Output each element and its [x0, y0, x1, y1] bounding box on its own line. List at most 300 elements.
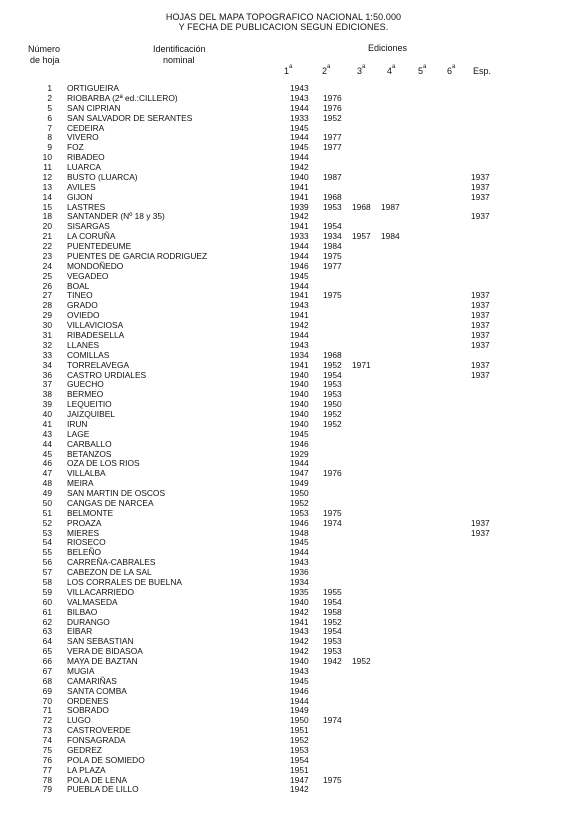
- edition-year: 1943: [290, 83, 309, 93]
- table-row: [0, 104, 567, 113]
- header-identificacion: Identificación: [153, 44, 206, 54]
- edition-5-header: 5$^a$: [418, 64, 427, 76]
- sheet-name: SAN SALVADOR DE SERANTES: [67, 112, 193, 123]
- edition-1-header: 1$^a$: [284, 64, 293, 76]
- edition-year: 1940: [290, 389, 309, 400]
- table-row: [0, 568, 567, 577]
- especial-edition-year: 1937: [471, 211, 490, 222]
- edition-year: 1940: [290, 369, 309, 380]
- sheet-number: 78: [42, 774, 52, 785]
- sheet-number: 66: [42, 656, 52, 667]
- table-row: [0, 380, 567, 389]
- sheet-name: LEQUEITIO: [67, 399, 112, 410]
- edition-year: 1984: [323, 241, 342, 252]
- sheet-name: SAN SEBASTIAN: [67, 636, 134, 647]
- sheet-name: RIBADEO: [67, 152, 105, 163]
- edition-year: 1950: [323, 399, 342, 410]
- table-row: [0, 647, 567, 656]
- table-row: [0, 529, 567, 538]
- sheet-name: MONDOÑEDO: [67, 260, 124, 271]
- edition-year: 1984: [381, 231, 400, 242]
- sheet-name: LA CORUÑA: [67, 231, 116, 242]
- edition-year: 1941: [290, 221, 309, 232]
- header-de-hoja: de hoja: [30, 55, 60, 65]
- sheet-number: 28: [42, 300, 52, 311]
- sheet-name: POLA DE SOMIEDO: [67, 754, 145, 765]
- sheet-name: CABEZON DE LA SAL: [67, 567, 152, 578]
- table-row: [0, 785, 567, 794]
- edition-year: 1943: [290, 300, 309, 311]
- sheet-name: CASTRO URDIALES: [67, 369, 147, 380]
- sheet-name: VILLAVICIOSA: [67, 320, 124, 331]
- edition-year: 1941: [290, 191, 309, 202]
- sheet-number: 58: [42, 577, 52, 587]
- edition-year: 1942: [290, 636, 309, 647]
- sheet-name: BUSTO (LUARCA): [67, 171, 138, 182]
- especial-edition-year: 1937: [471, 369, 490, 380]
- sheet-name: VEGADEO: [67, 270, 109, 281]
- table-row: [0, 133, 567, 142]
- sheet-number: 72: [42, 715, 52, 726]
- sheet-name: GIJON: [67, 191, 93, 202]
- sheet-number: 34: [42, 359, 52, 370]
- table-row: [0, 183, 567, 192]
- sheet-number: 6: [47, 112, 52, 123]
- edition-year: 1943: [290, 92, 309, 103]
- edition-year: 1953: [323, 636, 342, 647]
- sheet-name: CASTROVERDE: [67, 725, 131, 736]
- table-row: [0, 153, 567, 162]
- edition-year: 1946: [290, 260, 309, 271]
- sheet-name: MEIRA: [67, 478, 94, 489]
- sheet-name: TORRELAVEGA: [67, 359, 130, 370]
- sheet-number: 37: [42, 379, 52, 390]
- edition-year: 1971: [352, 359, 371, 370]
- sheet-number: 65: [42, 646, 52, 657]
- table-row: [0, 232, 567, 241]
- table-row: [0, 282, 567, 291]
- sheet-name: POLA DE LENA: [67, 774, 128, 785]
- table-row: [0, 489, 567, 498]
- sheet-number: 10: [42, 152, 52, 163]
- edition-year: 1947: [290, 774, 309, 785]
- sheet-number: 9: [47, 142, 52, 153]
- edition-year: 1941: [290, 616, 309, 627]
- sheet-number: 12: [42, 171, 52, 182]
- edition-year: 1952: [290, 497, 309, 508]
- edition-4-header: 4$^a$: [387, 64, 396, 76]
- table-row: [0, 212, 567, 221]
- sheet-number: 46: [42, 458, 52, 469]
- sheet-name: VALMASEDA: [67, 596, 118, 607]
- sheet-number: 56: [42, 557, 52, 568]
- header-numero: Número: [28, 44, 61, 54]
- edition-year: 1944: [290, 458, 309, 469]
- sheet-name: BELEÑO: [67, 547, 101, 558]
- sheet-number: 38: [42, 389, 52, 400]
- edition-year: 1954: [290, 754, 309, 765]
- table-row: [0, 657, 567, 666]
- table-row: [0, 371, 567, 380]
- table-row: [0, 776, 567, 785]
- table-row: [0, 677, 567, 686]
- sheet-name: BELMONTE: [67, 507, 114, 518]
- sheet-number: 43: [42, 428, 52, 439]
- edition-year: 1943: [290, 557, 309, 568]
- sheet-name: BOAL: [67, 280, 90, 291]
- sheet-name: COMILLAS: [67, 349, 110, 360]
- sheet-number: 39: [42, 399, 52, 410]
- edition-year: 1952: [352, 656, 371, 667]
- edition-year: 1968: [352, 201, 371, 212]
- sheet-number: 5: [47, 102, 52, 113]
- sheet-name: VERA DE BIDASOA: [67, 646, 143, 657]
- table-row: [0, 598, 567, 607]
- sheet-number: 55: [42, 547, 52, 558]
- sheet-name: SAN MARTIN DE OSCOS: [67, 488, 166, 499]
- sheet-number: 20: [42, 221, 52, 232]
- especial-edition-year: 1937: [471, 330, 490, 340]
- sheet-name: JAIZQUIBEL: [67, 409, 115, 420]
- edition-year: 1953: [323, 389, 342, 400]
- edition-year: 1952: [323, 359, 342, 370]
- table-row: [0, 627, 567, 636]
- table-row: [0, 291, 567, 300]
- table-row: [0, 94, 567, 103]
- sheet-name: SAN CIPRIAN: [67, 102, 121, 113]
- edition-year: 1953: [290, 744, 309, 755]
- table-row: [0, 272, 567, 281]
- sheet-number: 24: [42, 260, 52, 271]
- table-row: [0, 746, 567, 755]
- sheet-name: CARREÑA-CABRALES: [67, 557, 156, 568]
- edition-year: 1944: [290, 152, 309, 163]
- document-title: HOJAS DEL MAPA TOPOGRAFICO NACIONAL 1:50.000: [165, 12, 402, 22]
- edition-6-header: 6$^a$: [447, 64, 456, 76]
- edition-year: 1933: [290, 231, 309, 242]
- table-row: [0, 766, 567, 775]
- edition-year: 1951: [290, 725, 309, 736]
- sheet-number: 23: [42, 250, 52, 261]
- sheet-number: 71: [42, 705, 52, 716]
- table-row: [0, 667, 567, 676]
- sheet-number: 54: [42, 537, 52, 548]
- sheet-name: GUECHO: [67, 379, 104, 390]
- sheet-name: CAMARIÑAS: [67, 675, 117, 686]
- edition-year: 1987: [381, 201, 400, 212]
- edition-year: 1953: [290, 507, 309, 518]
- table-row: [0, 756, 567, 765]
- edition-year: 1952: [323, 112, 342, 123]
- edition-year: 1952: [323, 409, 342, 420]
- sheet-name: VILLALBA: [67, 468, 106, 479]
- especial-edition-year: 1937: [471, 181, 490, 192]
- edition-year: 1968: [323, 349, 342, 360]
- sheet-name: RIBADESELLA: [67, 330, 125, 340]
- edition-year: 1954: [323, 221, 342, 232]
- table-row: [0, 697, 567, 706]
- table-row: [0, 114, 567, 123]
- edition-year: 1944: [290, 250, 309, 261]
- especial-edition-year: 1937: [471, 171, 490, 182]
- edition-year: 1974: [323, 715, 342, 726]
- especial-edition-year: 1937: [471, 300, 490, 311]
- sheet-name: VILLACARRIEDO: [67, 586, 135, 597]
- table-row: [0, 499, 567, 508]
- edition-year: 1944: [290, 102, 309, 113]
- table-row: [0, 351, 567, 360]
- edition-year: 1934: [290, 577, 309, 587]
- table-row: [0, 618, 567, 627]
- edition-year: 1944: [290, 132, 309, 143]
- sheet-name: BETANZOS: [67, 448, 112, 459]
- edition-year: 1941: [290, 310, 309, 321]
- edition-year: 1933: [290, 112, 309, 123]
- edition-year: 1975: [323, 507, 342, 518]
- sheet-number: 14: [42, 191, 52, 202]
- edition-year: 1947: [290, 468, 309, 479]
- edition-year: 1953: [323, 646, 342, 657]
- sheet-number: 30: [42, 320, 52, 331]
- sheet-number: 7: [47, 122, 52, 133]
- especial-edition-year: 1937: [471, 527, 490, 538]
- edition-year: 1942: [290, 646, 309, 657]
- sheet-number: 64: [42, 636, 52, 647]
- sheet-number: 22: [42, 241, 52, 252]
- sheet-number: 45: [42, 448, 52, 459]
- table-row: [0, 608, 567, 617]
- sheet-name: PUEBLA DE LILLO: [67, 784, 139, 795]
- sheet-name: LASTRES: [67, 201, 106, 212]
- table-row: [0, 637, 567, 646]
- edition-2-header: 2$^a$: [322, 64, 331, 76]
- sheet-name: LLANES: [67, 339, 100, 350]
- sheet-name: CARBALLO: [67, 438, 112, 449]
- edition-year: 1968: [323, 191, 342, 202]
- especial-edition-year: 1937: [471, 517, 490, 528]
- edition-year: 1942: [290, 162, 309, 173]
- edition-year: 1950: [290, 715, 309, 726]
- sheet-number: 53: [42, 527, 52, 538]
- edition-year: 1953: [323, 379, 342, 390]
- edition-year: 1950: [290, 488, 309, 499]
- sheet-number: 13: [42, 181, 52, 192]
- edition-3-header: 3$^a$: [357, 64, 366, 76]
- table-row: [0, 361, 567, 370]
- table-row: [0, 203, 567, 212]
- table-row: [0, 301, 567, 310]
- table-row: [0, 706, 567, 715]
- sheet-number: 26: [42, 280, 52, 291]
- table-row: [0, 311, 567, 320]
- sheet-name: LA PLAZA: [67, 764, 106, 775]
- sheet-name: LAGE: [67, 428, 90, 439]
- table-row: [0, 479, 567, 488]
- edition-year: 1929: [290, 448, 309, 459]
- sheet-number: 52: [42, 517, 52, 528]
- edition-year: 1945: [290, 428, 309, 439]
- sheet-name: PUENTEDEUME: [67, 241, 132, 252]
- edition-year: 1940: [290, 171, 309, 182]
- edition-year: 1976: [323, 468, 342, 479]
- table-row: [0, 538, 567, 547]
- sheet-name: ORTIGUEIRA: [67, 83, 119, 93]
- table-row: [0, 124, 567, 133]
- especial-edition-year: 1937: [471, 339, 490, 350]
- sheet-number: 33: [42, 349, 52, 360]
- edition-year: 1977: [323, 142, 342, 153]
- sheet-number: 40: [42, 409, 52, 420]
- document-subtitle: Y FECHA DE PUBLICACION SEGUN EDICIONES.: [178, 22, 389, 32]
- sheet-name: LOS CORRALES DE BUELNA: [67, 577, 182, 587]
- sheet-number: 27: [42, 290, 52, 301]
- table-row: [0, 687, 567, 696]
- edition-year: 1974: [323, 517, 342, 528]
- table-row: [0, 143, 567, 152]
- table-row: [0, 420, 567, 429]
- sheet-number: 49: [42, 488, 52, 499]
- edition-year: 1942: [290, 784, 309, 795]
- table-row: [0, 509, 567, 518]
- sheet-name: RIOSECO: [67, 537, 106, 548]
- table-row: [0, 736, 567, 745]
- sheet-name: CANGAS DE NARCEA: [67, 497, 154, 508]
- sheet-name: LUARCA: [67, 162, 101, 173]
- sheet-number: 68: [42, 675, 52, 686]
- sheet-name: BERMEO: [67, 389, 104, 400]
- sheet-name: MUGIA: [67, 665, 95, 676]
- especial-edition-header: Esp.: [473, 66, 492, 76]
- especial-edition-year: 1937: [471, 290, 490, 301]
- table-row: [0, 390, 567, 399]
- edition-year: 1976: [323, 102, 342, 113]
- sheet-name: CEDEIRA: [67, 122, 105, 133]
- edition-year: 1958: [323, 606, 342, 617]
- sheet-number: 75: [42, 744, 52, 755]
- table-row: [0, 193, 567, 202]
- edition-year: 1954: [323, 596, 342, 607]
- table-row: [0, 440, 567, 449]
- edition-year: 1944: [290, 330, 309, 340]
- edition-year: 1975: [323, 290, 342, 301]
- table-row: [0, 400, 567, 409]
- sheet-number: 11: [43, 162, 52, 173]
- sheet-name: LUGO: [67, 715, 91, 726]
- sheet-number: 60: [42, 596, 52, 607]
- sheet-number: 36: [42, 369, 52, 380]
- table-row: [0, 321, 567, 330]
- sheet-name: SISARGAS: [67, 221, 110, 232]
- sheet-number: 67: [42, 665, 52, 676]
- sheet-number: 18: [42, 211, 52, 222]
- sheet-name: OVIEDO: [67, 310, 100, 321]
- sheet-number: 15: [42, 201, 52, 212]
- table-row: [0, 519, 567, 528]
- table-row: [0, 430, 567, 439]
- edition-year: 1945: [290, 270, 309, 281]
- sheet-name: ORDENES: [67, 695, 109, 706]
- especial-edition-year: 1937: [471, 310, 490, 321]
- table-row: [0, 84, 567, 93]
- edition-year: 1975: [323, 774, 342, 785]
- table-row: [0, 726, 567, 735]
- sheet-number: 8: [47, 132, 52, 143]
- edition-year: 1946: [290, 517, 309, 528]
- edition-year: 1949: [290, 705, 309, 716]
- sheet-number: 61: [42, 606, 52, 617]
- sheet-name: VIVERO: [67, 132, 99, 143]
- sheet-number: 31: [42, 330, 52, 340]
- sheet-name: EIBAR: [67, 626, 93, 637]
- sheet-number: 41: [42, 418, 52, 429]
- sheet-name: BILBAO: [67, 606, 98, 617]
- table-row: [0, 163, 567, 172]
- table-row: [0, 222, 567, 231]
- edition-year: 1940: [290, 399, 309, 410]
- sheet-name: SANTANDER (Nº 18 y 35): [67, 211, 165, 222]
- table-row: [0, 459, 567, 468]
- edition-year: 1954: [323, 626, 342, 637]
- table-row: [0, 588, 567, 597]
- edition-year: 1977: [323, 132, 342, 143]
- edition-year: 1952: [323, 418, 342, 429]
- edition-year: 1942: [323, 656, 342, 667]
- edition-year: 1953: [323, 201, 342, 212]
- sheet-number: 57: [42, 567, 52, 578]
- sheet-number: 21: [42, 231, 52, 242]
- edition-year: 1940: [290, 409, 309, 420]
- edition-year: 1944: [290, 241, 309, 252]
- sheet-number: 59: [42, 586, 52, 597]
- sheet-number: 74: [42, 735, 52, 746]
- sheet-number: 47: [42, 468, 52, 479]
- sheet-number: 76: [42, 754, 52, 765]
- table-row: [0, 173, 567, 182]
- sheet-number: 79: [42, 784, 52, 795]
- edition-year: 1934: [290, 349, 309, 360]
- table-row: [0, 548, 567, 557]
- table-row: [0, 450, 567, 459]
- table-row: [0, 410, 567, 419]
- edition-year: 1935: [290, 586, 309, 597]
- table-row: [0, 242, 567, 251]
- especial-edition-year: 1937: [471, 359, 490, 370]
- header-ediciones: Ediciones: [368, 43, 408, 53]
- edition-year: 1945: [290, 142, 309, 153]
- edition-year: 1948: [290, 527, 309, 538]
- header-nominal: nominal: [163, 55, 195, 65]
- edition-year: 1934: [323, 231, 342, 242]
- table-row: [0, 558, 567, 567]
- edition-year: 1977: [323, 260, 342, 271]
- edition-year: 1946: [290, 438, 309, 449]
- edition-year: 1944: [290, 695, 309, 706]
- edition-year: 1945: [290, 122, 309, 133]
- edition-year: 1940: [290, 596, 309, 607]
- table-row: [0, 469, 567, 478]
- especial-edition-year: 1937: [471, 191, 490, 202]
- edition-year: 1942: [290, 211, 309, 222]
- edition-year: 1941: [290, 359, 309, 370]
- sheet-name: AVILES: [67, 181, 96, 192]
- sheet-name: GEDREZ: [67, 744, 102, 755]
- table-row: [0, 331, 567, 340]
- edition-year: 1943: [290, 626, 309, 637]
- edition-year: 1940: [290, 656, 309, 667]
- sheet-name: PROAZA: [67, 517, 102, 528]
- edition-year: 1954: [323, 369, 342, 380]
- edition-year: 1940: [290, 418, 309, 429]
